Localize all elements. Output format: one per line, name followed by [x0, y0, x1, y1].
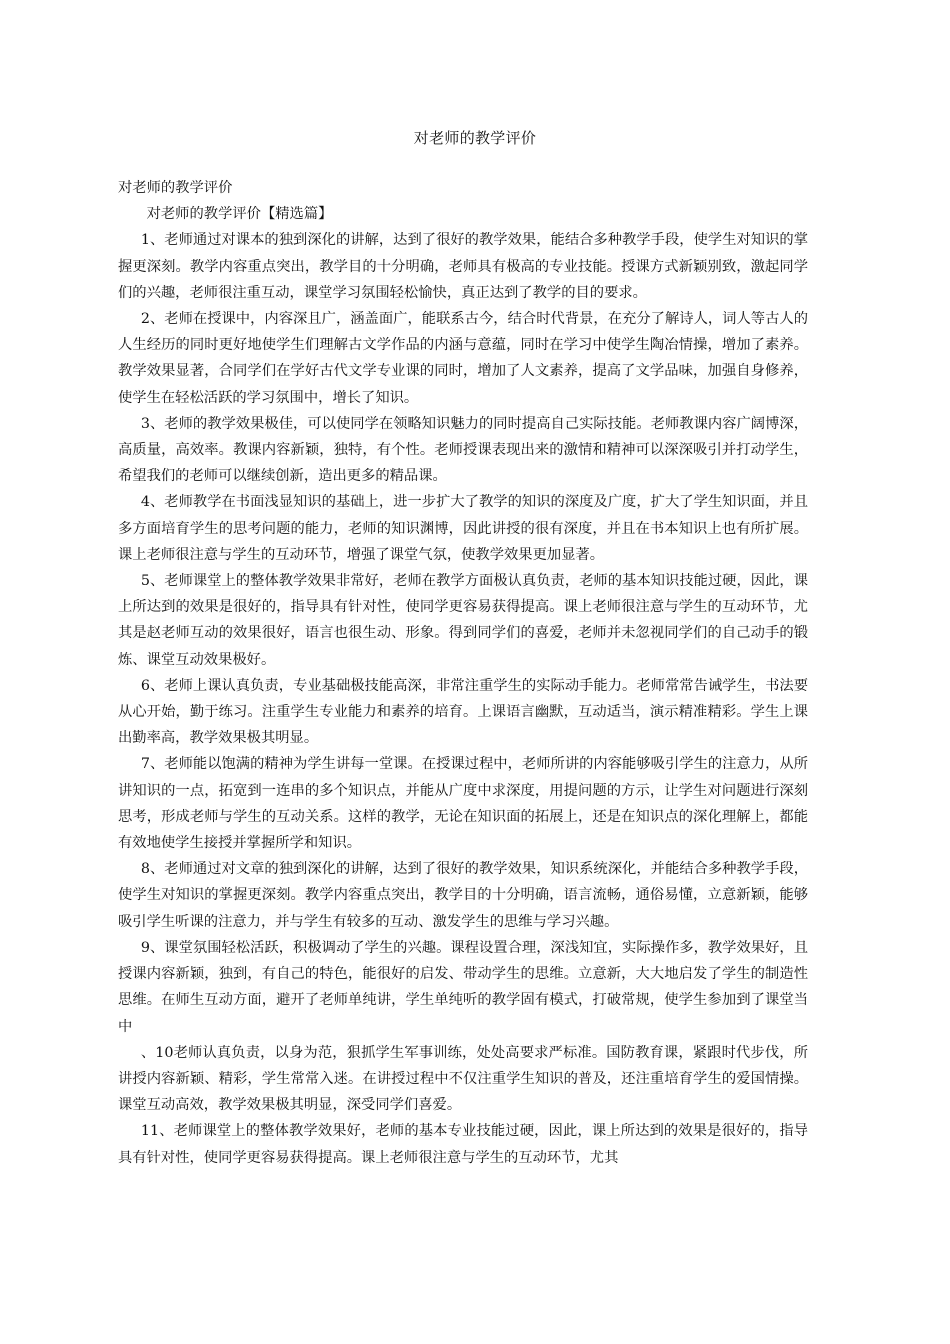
paragraph-9: 9、课堂氛围轻松活跃，积极调动了学生的兴趣。课程设置合理，深浅知宜，实际操作多，教学效果好，且授课内容新颖，独到，有自己的特色，能很好的启发、带动学生的思维。立意新，大大地启发了学生的制造性思维。在师生互动方面，避开了老师单纯讲，学生单纯听的教学固有模式，打破常规，使学生参加到了课堂当中 — [118, 939, 808, 1035]
paragraph-3: 3、老师的教学效果极佳，可以使同学在领略知识魅力的同时提高自己实际技能。老师教课内容广阔博深，高质量，高效率。教课内容新颖，独特，有个性。老师授课表现出来的激情和精神可以深深吸引并打动学生，希望我们的老师可以继续创新，造出更多的精品课。 — [118, 415, 808, 485]
document-body — [118, 175, 808, 1171]
paragraph-11: 11、老师课堂上的整体教学效果好，老师的基本专业技能过硬，因此，课上所达到的效果是很好的，指导具有针对性，使同学更容易获得提高。课上老师很注意与学生的互动环节，尤其 — [118, 1123, 808, 1166]
section-heading: 对老师的教学评价【精选篇】 — [146, 206, 333, 223]
paragraph-10: 、10老师认真负责，以身为范，狠抓学生军事训练，处处高要求严标准。国防教育课，紧跟时代步伐，所讲授内容新颖、精彩，学生常常入迷。在讲授过程中不仅注重学生知识的普及，还注重培育学生的爱国情操。课堂互动高效，教学效果极其明显，深受同学们喜爱。 — [118, 1044, 808, 1114]
paragraph-1: 1、老师通过对课本的独到深化的讲解，达到了很好的教学效果，能结合多种教学手段，使学生对知识的掌握更深刻。教学内容重点突出，教学目的十分明确，老师具有极高的专业技能。授课方式新颖别致，激起同学们的兴趣，老师很注重互动，课堂学习氛围轻松愉快，真正达到了教学的目的要求。 — [118, 232, 808, 301]
paragraph-5: 5、老师课堂上的整体教学效果非常好，老师在教学方面极认真负责，老师的基本知识技能过硬，因此，课上所达到的效果是很好的，指导具有针对性，使同学更容易获得提高。课上老师很注意与学生的互动环节，尤其是赵老师互动的效果很好，语言也很生动、形象。得到同学们的喜爱，老师并未忽视同学们的自己动手的锻炼、课堂互动效果极好。 — [118, 573, 808, 668]
paragraph-2: 2、老师在授课中，内容深且广，涵盖面广，能联系古今，结合时代背景，在充分了解诗人，词人等古人的人生经历的同时更好地使学生们理解古文学作品的内涵与意蕴，同时在学习中使学生陶冶情操，增加了素养。教学效果显著，合同学们在学好古代文学专业课的同时，增加了人文素养，提高了文学品味，加强自身修养，使学生在轻松活跃的学习氛围中，增长了知识。 — [118, 311, 808, 406]
document-title: 对老师的教学评价 — [413, 129, 537, 147]
paragraph-7: 7、老师能以饱满的精神为学生讲每一堂课。在授课过程中，老师所讲的内容能够吸引学生的注意力，从所讲知识的一点，拓宽到一连串的多个知识点，并能从广度中求深度，用提问题的方示，让学生对问题进行深刻思考，形成老师与学生的互动关系。这样的教学，无论在知识面的拓展上，还是在知识点的深化理解上，都能有效地使学生接授并掌握所学和知识。 — [118, 756, 808, 852]
paragraph-8: 8、老师通过对文章的独到深化的讲解，达到了很好的教学效果，知识系统深化，并能结合多种教学手段，使学生对知识的掌握更深刻。教学内容重点突出，教学目的十分明确，语言流畅，通俗易懂，立意新颖，能够吸引学生听课的注意力，并与学生有较多的互动、激发学生的思维与学习兴趣。 — [118, 861, 808, 930]
paragraph-4: 4、老师教学在书面浅显知识的基础上，进一步扩大了教学的知识的深度及广度，扩大了学生知识面，并且多方面培育学生的思考问题的能力，老师的知识渊博，因此讲授的很有深度，并且在书本知识上也有所扩展。课上老师很注意与学生的互动环节，增强了课堂气氛，使教学效果更加显著。 — [118, 494, 808, 563]
paragraph-6: 6、老师上课认真负责，专业基础极技能高深，非常注重学生的实际动手能力。老师常常告诫学生，书法要从心开始，勤于练习。注重学生专业能力和素养的培育。上课语言幽默，互动适当，演示精准精彩。学生上课出勤率高，教学效果极其明显。 — [118, 677, 808, 747]
document-subtitle: 对老师的教学评价 — [118, 180, 233, 196]
